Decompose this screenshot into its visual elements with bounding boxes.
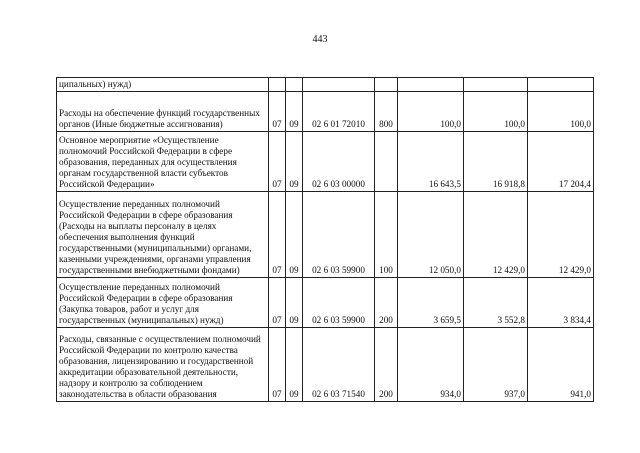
amount-year-2: 100,0 <box>464 92 528 132</box>
target-article-code: 02 6 03 00000 <box>303 132 375 192</box>
page-number: 443 <box>312 34 328 45</box>
table-row <box>57 132 594 192</box>
table-row <box>57 92 594 132</box>
amount-year-3: 941,0 <box>528 328 594 402</box>
amount-year-3: 12 429,0 <box>528 192 594 278</box>
amount-year-3 <box>528 78 594 92</box>
budget-table <box>56 77 594 402</box>
target-article-code: 02 6 03 71540 <box>303 328 375 402</box>
amount-year-2: 12 429,0 <box>464 192 528 278</box>
table-row <box>57 192 594 278</box>
amount-year-2 <box>464 78 528 92</box>
target-article-code <box>303 78 375 92</box>
amount-year-1 <box>398 78 464 92</box>
row-description: ципальных) нужд) <box>57 78 269 92</box>
section-code: 07 <box>269 278 286 328</box>
target-article-code: 02 6 03 59900 <box>303 278 375 328</box>
amount-year-1: 100,0 <box>398 92 464 132</box>
amount-year-2: 16 918,8 <box>464 132 528 192</box>
expense-type-code: 200 <box>375 278 398 328</box>
row-description: Осуществление переданных полномочий Российской Федерации в сфере образования (Расходы на выплаты персоналу в целях обеспечения выполнения функций государственными (муниципальными) органами, казенными учреждениями, органами управления государственными внебюджетными фондами) <box>57 192 269 278</box>
amount-year-3: 17 204,4 <box>528 132 594 192</box>
expense-type-code: 800 <box>375 92 398 132</box>
subsection-code: 09 <box>286 278 303 328</box>
amount-year-2: 937,0 <box>464 328 528 402</box>
section-code: 07 <box>269 132 286 192</box>
target-article-code: 02 6 03 59900 <box>303 192 375 278</box>
row-description: Осуществление переданных полномочий Российской Федерации в сфере образования (Закупка товаров, работ и услуг для государственных (муниципальных) нужд) <box>57 278 269 328</box>
section-code <box>269 78 286 92</box>
row-description: Основное мероприятие «Осуществление полномочий Российской Федерации в сфере образования, переданных для осуществления органам государственной власти субъектов Российской Федерации» <box>57 132 269 192</box>
amount-year-1: 16 643,5 <box>398 132 464 192</box>
expense-type-code <box>375 78 398 92</box>
amount-year-2: 3 552,8 <box>464 278 528 328</box>
table-row <box>57 278 594 328</box>
amount-year-3: 100,0 <box>528 92 594 132</box>
target-article-code: 02 6 01 72010 <box>303 92 375 132</box>
expense-type-code: 100 <box>375 192 398 278</box>
section-code: 07 <box>269 328 286 402</box>
expense-type-code: 200 <box>375 328 398 402</box>
row-description: Расходы, связанные с осуществлением полномочий Российской Федерации по контролю качества образования, лицензированию и государственной аккредитации образовательной деятельности, надзору и контролю за соблюдением законодательства в области образования <box>57 328 269 402</box>
subsection-code <box>286 78 303 92</box>
subsection-code: 09 <box>286 192 303 278</box>
expense-type-code <box>375 132 398 192</box>
section-code: 07 <box>269 192 286 278</box>
amount-year-1: 12 050,0 <box>398 192 464 278</box>
subsection-code: 09 <box>286 132 303 192</box>
amount-year-1: 3 659,5 <box>398 278 464 328</box>
section-code: 07 <box>269 92 286 132</box>
subsection-code: 09 <box>286 328 303 402</box>
amount-year-1: 934,0 <box>398 328 464 402</box>
amount-year-3: 3 834,4 <box>528 278 594 328</box>
subsection-code: 09 <box>286 92 303 132</box>
table-row <box>57 78 594 92</box>
table-row <box>57 328 594 402</box>
row-description: Расходы на обеспечение функций государственных органов (Иные бюджетные ассигнования) <box>57 92 269 132</box>
